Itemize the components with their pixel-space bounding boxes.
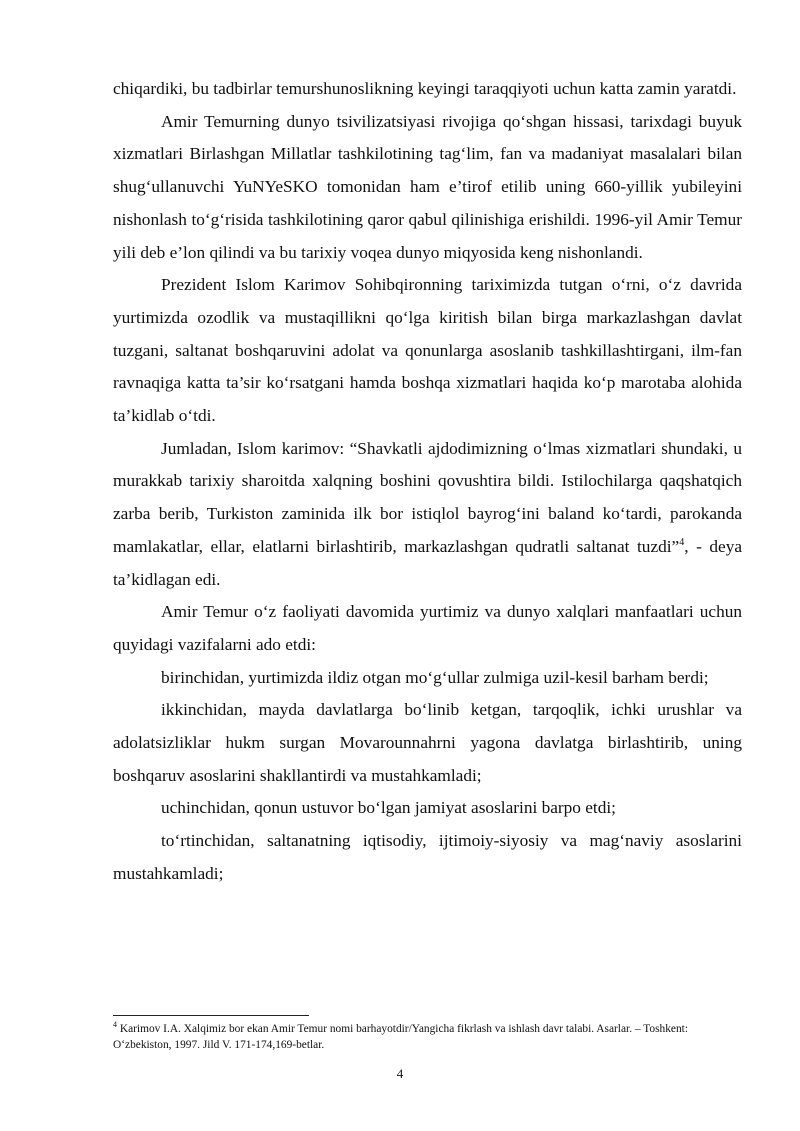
body-text [113,73,742,891]
paragraph-quote [113,433,742,597]
footnote-number: 4 [113,1020,117,1030]
paragraph-text: Prezident Islom Karimov Sohibqironning tariximizda tutgan o‘rni, o‘z davrida yurtimizda ozodlik va mustaqillikni qo‘lga kiritish bilan birga markazlashgan davlat tuzgani, saltanat boshqaruvini adolat va qonunlarga asoslanib tashkillashtirgani, ilm-fan ravnaqiga katta ta’sir ko‘rsatgani hamda boshqa xizmatlari haqida ko‘p marotaba alohida ta’kidlab o‘tdi. [113,275,742,426]
paragraph-tasks-intro [113,596,742,661]
paragraph-continuation [113,73,742,106]
paragraph-text: Amir Temurning dunyo tsivilizatsiyasi rivojiga qo‘shgan hissasi, tarixdagi buyuk xizmatlari Birlashgan Millatlar tashkilotining tag‘lim, fan va madaniyat masalalari bilan shug‘ullanuvchi YuNYeSKO tomonidan ham e’tirof etilib uning 660-yillik yubileyini nishonlash to‘g‘risida tashkilotining qaror qabul qilinishiga erishildi. 1996-yil Amir Temur yili deb e’lon qilindi va bu tarixiy voqea dunyo miqyosida keng nishonlandi. [113,111,742,262]
list-item-first [113,662,742,695]
paragraph-text: ikkinchidan, mayda davlatlarga bo‘linib ketgan, tarqoqlik, ichki urushlar va adolatsizliklar hukm surgan Movarounnahrni yagona davlatga birlashtirib, uning boshqaruv asoslarini shakllantirdi va mustahkamladi; [113,700,742,785]
paragraph-text: birinchidan, yurtimizda ildiz otgan mo‘g‘ullar zulmiga uzil-kesil barham berdi; [161,667,709,687]
list-item-third [113,792,742,825]
list-item-fourth [113,825,742,890]
paragraph-president [113,269,742,433]
footnote-separator [113,1015,309,1016]
page-number: 4 [396,1066,404,1081]
paragraph-unesco [113,106,742,270]
paragraph-text: chiqardiki, bu tadbirlar temurshunoslikning keyingi taraqqiyoti uchun katta zamin yaratdi. [113,79,737,98]
paragraph-text: to‘rtinchidan, saltanatning iqtisodiy, ijtimoiy-siyosiy va mag‘naviy asoslarini mustahkamladi; [113,831,742,883]
list-item-second [113,694,742,792]
footnote-text: Karimov I.A. Xalqimiz bor ekan Amir Temur nomi barhayotdir/Yangicha fikrlash va ishlash davr talabi. Asarlar. – Toshkent: O‘zbekiston, 1997. Jild V. 171-174,169-betlar. [113,1023,688,1051]
paragraph-text: , - deya ta’kidlagan edi. [113,536,743,589]
paragraph-text: Jumladan, Islom karimov: “Shavkatli ajdodimizning o‘lmas xizmatlari shundaki, u murakkab tarixiy sharoitda xalqning boshini qovushtira bildi. Istilochilarga qaqshatqich zarba berib, Turkiston zaminida ilk bor istiqlol bayrog‘ini baland ko‘tardi, parokanda mamlakatlar, ellar, elatlarni birlashtirib, markazlashgan qudratli saltanat tuzdi” [113,438,742,556]
footnote [113,1021,742,1053]
footnote-reference[interactable]: 4 [679,537,685,549]
paragraph-text: Amir Temur o‘z faoliyati davomida yurtimiz va dunyo xalqlari manfaatlari uchun quyidagi vazifalarni ado etdi: [113,602,742,654]
paragraph-text: uchinchidan, qonun ustuvor bo‘lgan jamiyat asoslarini barpo etdi; [161,798,616,818]
